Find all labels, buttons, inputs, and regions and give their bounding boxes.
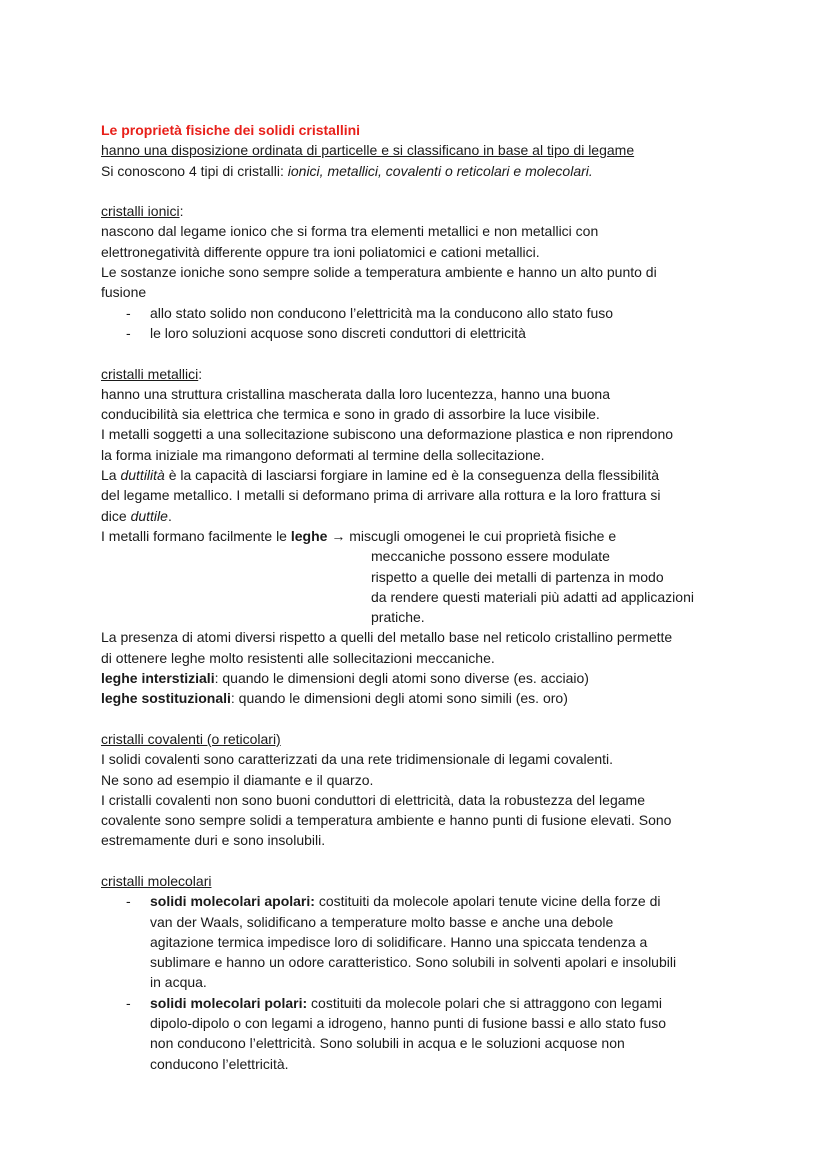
paragraph-line: La presenza di atomi diversi rispetto a quelli del metallo base nel reticolo cristallino permette [101,629,673,646]
bullet-dash: - [126,304,131,321]
paragraph-line: conducibilità sia elettrica che termica e sono in grado di assorbire la luce visibile. [101,406,600,423]
list-item-text: allo stato solido non conducono l’elettricità ma la conducono allo stato fuso [150,304,614,321]
paragraph-line: hanno una struttura cristallina mascherata dalla loro lucentezza, hanno una buona [101,385,610,402]
list-item-continuation: van der Waals, solidificano a temperature molto basse e anche una debole [150,913,614,930]
paragraph-line: I metalli soggetti a una sollecitazione subiscono una deformazione plastica e non riprendono [101,426,674,443]
paragraph-line: fusione [101,284,147,301]
list-item-polari [101,993,741,1013]
term-leghe-sostituzionali: leghe sostituzionali [101,690,231,707]
term-duttile: duttile [130,507,168,524]
section-heading-ionici [101,201,741,221]
term-polari: solidi molecolari polari: [150,994,308,1011]
document-body [101,120,741,1074]
paragraph-line: del legame metallico. I metalli si deformano prima di arrivare alla rottura e la loro frattura si [101,487,661,504]
intro-types-prefix: Si conoscono 4 tipi di cristalli: [101,162,288,179]
text-run: I metalli formano facilmente le [101,527,291,544]
leghe-definition-line: da rendere questi materiali più adatti ad applicazioni [371,588,694,605]
term-leghe: leghe [290,527,328,544]
heading-text: cristalli ionici [101,203,180,220]
text-run: miscugli omogenei le cui proprietà fisiche e [349,527,617,544]
list-item-continuation: conducono l’elettricità. [150,1055,289,1072]
list-item-continuation: non conducono l’elettricità. Sono solubili in acqua e le soluzioni acquose non [150,1035,625,1052]
paragraph-line: covalente sono sempre solidi a temperatura ambiente e hanno punti di fusione elevati. Sono [101,812,672,829]
section-heading-molecolari: cristalli molecolari [101,872,212,889]
text-run: : quando le dimensioni degli atomi sono simili (es. oro) [230,690,568,707]
text-run: dice [101,507,131,524]
term-apolari: solidi molecolari apolari: [150,893,315,910]
paragraph-line: estremamente duri e sono insolubili. [101,832,326,849]
paragraph-line: Ne sono ad esempio il diamante e il quarzo. [101,771,374,788]
list-item [101,303,741,323]
term-duttilita: duttilità [120,467,165,484]
text-run: La [101,467,121,484]
page-title: Le proprietà fisiche dei solidi cristallini [101,122,361,138]
list-item-apolari [101,891,741,911]
list-item-text: le loro soluzioni acquose sono discreti conduttori di elettricità [150,324,526,341]
list-item-continuation: agitazione termica impedisce loro di solidificare. Hanno una spiccata tendenza a [150,933,648,950]
text-run: costituiti da molecole polari che si attraggono con legami [307,994,663,1011]
paragraph-line: di ottenere leghe molto resistenti alle sollecitazioni meccaniche. [101,649,495,666]
bullet-dash: - [126,893,131,910]
intro-types-list: ionici, metallici, covalenti o reticolari e molecolari. [287,162,593,179]
list-item-continuation: dipolo-dipolo o con legami a idrogeno, hanno punti di fusione bassi e allo stato fuso [150,1015,667,1032]
text-run: : quando le dimensioni degli atomi sono diverse (es. acciaio) [214,670,589,687]
paragraph-line: I cristalli covalenti non sono buoni conduttori di elettricità, data la robustezza del legame [101,791,645,808]
heading-text: cristalli metallici [101,365,199,382]
paragraph-line: la forma iniziale ma rimangono deformati al termine della sollecitazione. [101,446,545,463]
duttili-line [101,506,741,526]
list-item-continuation: sublimare e hanno un odore caratteristico. Sono solubili in solventi apolari e insolubili [150,954,677,971]
heading-colon: : [198,365,203,382]
section-heading-metallici [101,364,741,384]
leghe-definition-line: pratiche. [371,609,425,626]
section-heading-covalenti: cristalli covalenti (o reticolari) [101,730,281,747]
text-run: . [167,507,172,524]
duttilita-line [101,465,741,485]
paragraph-line: nascono dal legame ionico che si forma tra elementi metallici e non metallici con [101,223,599,240]
arrow-icon: → [327,527,350,544]
paragraph-line: Le sostanze ioniche sono sempre solide a temperatura ambiente e hanno un alto punto di [101,264,657,281]
leghe-sostituzionali-line [101,688,741,708]
list-item [101,323,741,343]
heading-colon: : [179,203,184,220]
intro-line: hanno una disposizione ordinata di particelle e si classificano in base al tipo di legame [101,142,635,159]
bullet-dash: - [126,994,131,1011]
leghe-definition-line: rispetto a quelle dei metalli di partenza in modo [371,568,664,585]
intro-types-line [101,161,741,181]
leghe-interstiziali-line [101,668,741,688]
bullet-dash: - [126,324,131,341]
paragraph-line: I solidi covalenti sono caratterizzati da una rete tridimensionale di legami covalenti. [101,751,614,768]
text-run: costituiti da molecole apolari tenute vicine della forze di [314,893,661,910]
list-item-continuation: in acqua. [150,974,207,991]
term-leghe-interstiziali: leghe interstiziali [101,670,215,687]
leghe-line [101,526,741,546]
leghe-definition-line: meccaniche possono essere modulate [371,548,610,565]
paragraph-line: elettronegatività differente oppure tra ioni poliatomici e cationi metallici. [101,243,540,260]
text-run: è la capacità di lasciarsi forgiare in lamine ed è la conseguenza della flessibilità [164,467,659,484]
